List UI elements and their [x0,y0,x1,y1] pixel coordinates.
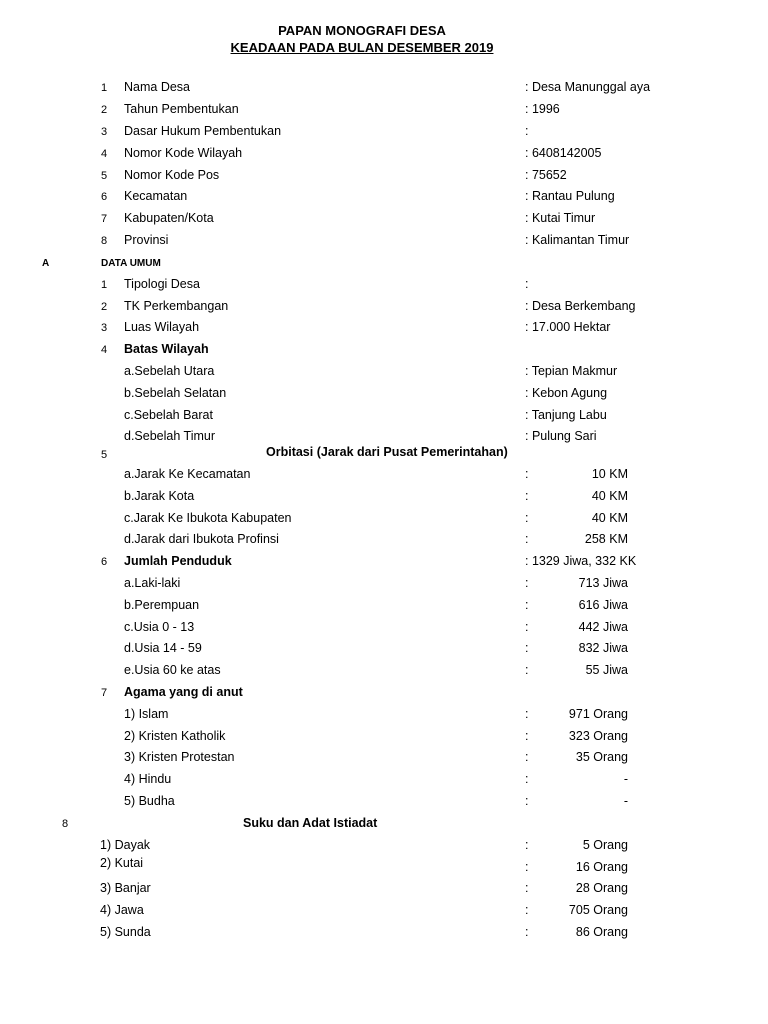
sub-value: : Tepian Makmur [525,364,618,378]
sub-label: 5) Budha [124,794,175,808]
colon: : [525,620,529,634]
colon: : [525,838,529,852]
colon: : [525,641,529,655]
sub-label: 1) Dayak [100,838,151,852]
row-label: Kabupaten/Kota [124,211,214,225]
document-title: PAPAN MONOGRAFI DESA [278,23,446,38]
section-label: DATA UMUM [101,258,161,269]
colon: : [525,707,529,721]
colon: : [525,532,529,546]
document-subtitle: KEADAAN PADA BULAN DESEMBER 2019 [230,40,494,55]
sub-label: 3) Banjar [100,881,151,895]
sub-value: : Pulung Sari [525,429,597,443]
row-number: 1 [101,279,108,291]
sub-value: : Tanjung Labu [525,408,607,422]
sub-value: 832 Jiwa [578,641,628,655]
sub-value: - [623,772,628,786]
row-label: Batas Wilayah [124,342,209,356]
sub-label: b.Sebelah Selatan [124,386,227,400]
row-value: : [525,277,529,291]
sub-value: 86 Orang [575,925,628,939]
row-number: 8 [101,235,108,247]
row-number: 6 [101,556,108,568]
colon: : [525,663,529,677]
sub-value: 442 Jiwa [578,620,628,634]
colon: : [525,881,529,895]
colon: : [525,576,529,590]
sub-label: c.Usia 0 - 13 [124,620,195,634]
row-value: : Desa Berkembang [525,299,636,313]
colon: : [525,903,529,917]
colon: : [525,729,529,743]
colon: : [525,511,529,525]
colon: : [525,925,529,939]
sub-label: 4) Hindu [124,772,172,786]
row-number: 3 [101,322,108,334]
sub-label: b.Perempuan [124,598,200,612]
row-number: 5 [101,449,108,461]
sub-value: 713 Jiwa [578,576,628,590]
colon: : [525,860,529,874]
row-number: 4 [101,344,108,356]
sub-label: a.Jarak Ke Kecamatan [124,467,251,481]
row-label: Jumlah Penduduk [124,554,232,568]
sub-value: 10 KM [591,467,628,481]
sub-value: : Kebon Agung [525,386,608,400]
sub-value: 5 Orang [582,838,628,852]
row-number: 2 [101,104,108,116]
row-label: Dasar Hukum Pembentukan [124,124,282,138]
sub-value: 40 KM [591,489,628,503]
colon: : [525,489,529,503]
row-number: 3 [101,126,108,138]
sub-label: 2) Kristen Katholik [124,729,226,743]
sub-label: 2) Kutai [100,856,144,870]
row-label: Nomor Kode Pos [124,168,220,182]
sub-value: 40 KM [591,511,628,525]
row-number: 7 [101,687,108,699]
row-label: Luas Wilayah [124,320,200,334]
row-value: : Kutai Timur [525,211,596,225]
sub-label: a.Sebelah Utara [124,364,215,378]
row-value: : 1996 [525,102,560,116]
sub-label: d.Jarak dari Ibukota Profinsi [124,532,279,546]
colon: : [525,772,529,786]
row-value: : [525,124,529,138]
sub-label: b.Jarak Kota [124,489,195,503]
sub-label: a.Laki-laki [124,576,181,590]
sub-value: 323 Orang [568,729,628,743]
row-number: 8 [62,818,69,830]
row-value: : Kalimantan Timur [525,233,630,247]
row-number: 1 [101,82,108,94]
row-number: 6 [101,191,108,203]
row-label: Provinsi [124,233,169,247]
row-label: Nama Desa [124,80,190,94]
row-value: : 1329 Jiwa, 332 KK [525,554,637,568]
sub-value: 35 Orang [575,750,628,764]
row-value: : 75652 [525,168,567,182]
row-label: Orbitasi (Jarak dari Pusat Pemerintahan) [266,445,508,459]
sub-value: 28 Orang [575,881,628,895]
colon: : [525,750,529,764]
row-number: 4 [101,148,108,160]
sub-value: 971 Orang [568,707,628,721]
sub-value: 705 Orang [568,903,628,917]
sub-label: 5) Sunda [100,925,151,939]
colon: : [525,598,529,612]
section-letter: A [42,258,50,269]
row-label: Kecamatan [124,189,188,203]
row-label: Nomor Kode Wilayah [124,146,243,160]
row-label: TK Perkembangan [124,299,229,313]
row-number: 5 [101,170,108,182]
sub-value: 616 Jiwa [578,598,628,612]
sub-label: 4) Jawa [100,903,144,917]
sub-label: e.Usia 60 ke atas [124,663,221,677]
sub-label: c.Jarak Ke Ibukota Kabupaten [124,511,292,525]
sub-value: 258 KM [584,532,628,546]
sub-label: 1) Islam [124,707,169,721]
row-value: : Rantau Pulung [525,189,615,203]
sub-label: 3) Kristen Protestan [124,750,235,764]
colon: : [525,794,529,808]
row-label: Tahun Pembentukan [124,102,239,116]
row-number: 2 [101,301,108,313]
row-label: Tipologi Desa [124,277,200,291]
row-label: Suku dan Adat Istiadat [243,816,378,830]
row-value: : 17.000 Hektar [525,320,611,334]
sub-label: d.Sebelah Timur [124,429,216,443]
row-value: : Desa Manunggal aya [525,80,651,94]
sub-label: d.Usia 14 - 59 [124,641,202,655]
sub-value: 55 Jiwa [585,663,628,677]
sub-value: - [623,794,628,808]
row-value: : 6408142005 [525,146,602,160]
row-number: 7 [101,213,108,225]
sub-value: 16 Orang [575,860,628,874]
sub-label: c.Sebelah Barat [124,408,213,422]
row-label: Agama yang di anut [124,685,243,699]
colon: : [525,467,529,481]
